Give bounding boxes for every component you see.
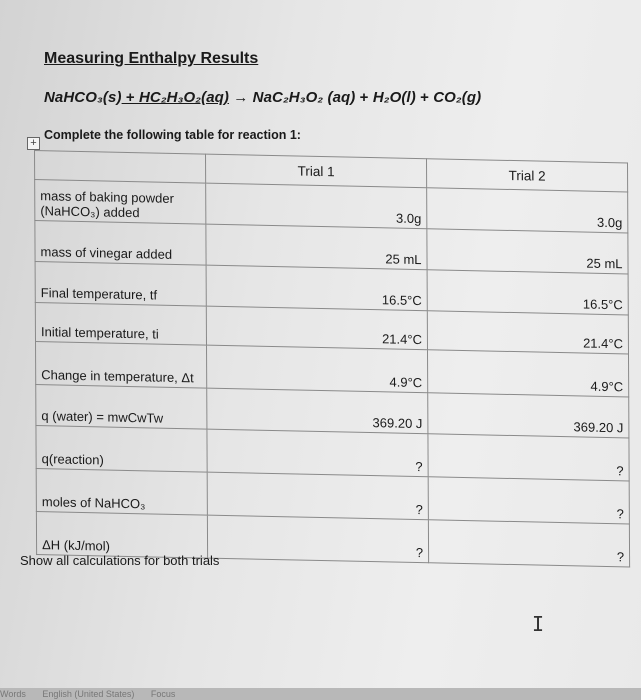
product-water: H₂O(l) <box>372 89 416 106</box>
trial-1-cell[interactable]: 21.4°C <box>206 306 427 350</box>
text-cursor-icon: I <box>532 612 545 636</box>
status-bar <box>0 688 641 700</box>
header-empty <box>35 151 206 184</box>
trial-1-cell[interactable]: 3.0g <box>206 183 427 229</box>
trial-1-cell[interactable]: ? <box>207 472 428 520</box>
reactant-sodium-bicarbonate: NaHCO₃(s) <box>44 89 122 106</box>
table-instruction: Complete the following table for reaction 1: <box>44 128 301 142</box>
language-indicator[interactable]: English (United States) <box>42 689 135 699</box>
row-label: Initial temperature, ti <box>35 303 206 346</box>
move-handle-icon[interactable]: + <box>27 137 40 150</box>
trial-2-cell[interactable]: 21.4°C <box>427 311 628 354</box>
header-trial-2: Trial 2 <box>426 159 627 192</box>
plus-sign: + <box>415 89 434 106</box>
trial-2-cell[interactable]: 369.20 J <box>428 393 629 438</box>
calculations-note: Show all calculations for both trials <box>20 553 220 568</box>
trial-2-cell[interactable]: ? <box>428 477 629 524</box>
reaction-equation <box>44 89 481 106</box>
plus-sign: + <box>121 89 139 106</box>
product-sodium-acetate: NaC₂H₃O₂ (aq) <box>252 89 356 106</box>
trial-2-cell[interactable]: ? <box>428 434 629 481</box>
trial-2-cell[interactable]: 4.9°C <box>427 350 628 397</box>
row-label: mass of vinegar added <box>35 221 206 266</box>
word-count[interactable]: Words <box>0 689 26 699</box>
trial-1-cell[interactable]: ? <box>207 515 428 563</box>
trial-1-cell[interactable]: 16.5°C <box>206 265 427 311</box>
header-trial-1: Trial 1 <box>206 154 427 188</box>
trial-1-cell[interactable]: 369.20 J <box>207 388 428 434</box>
trial-2-cell[interactable]: 3.0g <box>427 188 628 233</box>
reaction-arrow: → <box>229 89 253 106</box>
trial-1-cell[interactable]: ? <box>207 429 428 477</box>
trial-1-cell[interactable]: 25 mL <box>206 224 427 270</box>
row-label: ΔH (kJ/mol) <box>36 512 207 559</box>
row-label: Final temperature, tf <box>35 262 206 307</box>
row-label: q(reaction) <box>36 426 207 473</box>
row-label: moles of NaHCO₃ <box>36 469 207 516</box>
trial-2-cell[interactable]: ? <box>428 520 629 567</box>
trial-2-cell[interactable]: 16.5°C <box>427 270 628 315</box>
row-label: q (water) = mwCwTw <box>36 385 207 430</box>
focus-button[interactable]: Focus <box>150 689 176 699</box>
row-label: Change in temperature, Δt <box>36 342 207 389</box>
trial-2-cell[interactable]: 25 mL <box>427 229 628 274</box>
product-carbon-dioxide: CO₂(g) <box>433 89 482 106</box>
reactant-acetic-acid: HC₂H₃O₂(aq) <box>138 89 230 106</box>
results-table <box>34 150 630 567</box>
row-label: mass of baking powder (NaHCO₃) added <box>35 180 206 225</box>
page-title: Measuring Enthalpy Results <box>44 50 259 67</box>
plus-sign: + <box>355 89 373 106</box>
trial-1-cell[interactable]: 4.9°C <box>207 345 428 393</box>
